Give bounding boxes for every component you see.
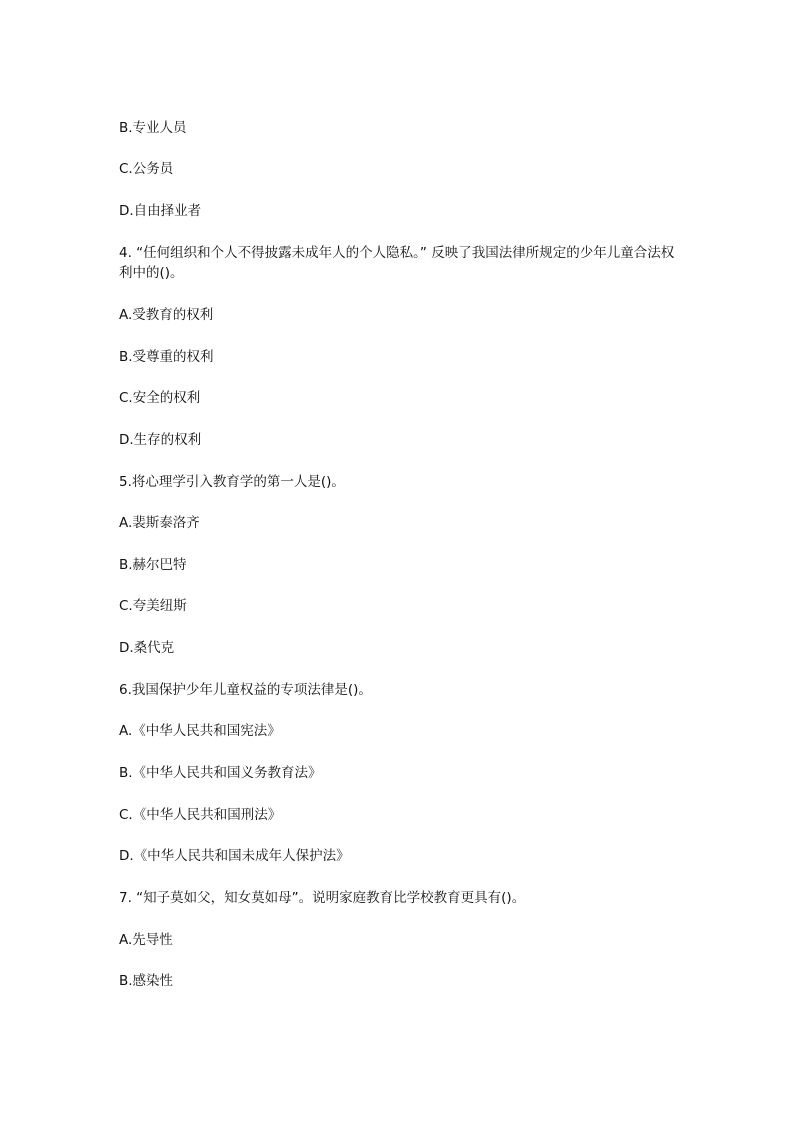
- question-5: 5.将心理学引入教育学的第一人是()。: [119, 474, 345, 490]
- question-4: 4. “任何组织和个人不得披露未成年人的个人隐私。” 反映了我国法律所规定的少年儿童合法权利中的()。: [119, 245, 675, 281]
- question-7: 7. “知子莫如父，知女莫如母”。说明家庭教育比学校教育更具有()。: [119, 890, 526, 906]
- option-5a: A.裴斯泰洛齐: [119, 515, 200, 531]
- option-6b: B.《中华人民共和国义务教育法》: [119, 765, 322, 781]
- option-6c: C.《中华人民共和国刑法》: [119, 807, 282, 823]
- option-5d: D.桑代克: [119, 640, 175, 656]
- option-3b: B.专业人员: [119, 120, 187, 136]
- option-5b: B.赫尔巴特: [119, 557, 187, 573]
- option-4b: B.受尊重的权利: [119, 349, 214, 365]
- option-3c: C.公务员: [119, 161, 174, 177]
- question-6: 6.我国保护少年儿童权益的专项法律是()。: [119, 682, 372, 698]
- option-7b: B.感染性: [119, 973, 174, 989]
- option-4c: C.安全的权利: [119, 390, 201, 406]
- option-7a: A.先导性: [119, 932, 173, 948]
- option-6d: D.《中华人民共和国未成年人保护法》: [119, 848, 350, 864]
- option-4d: D.生存的权利: [119, 432, 202, 448]
- option-5c: C.夸美纽斯: [119, 598, 187, 614]
- option-6a: A.《中华人民共和国宪法》: [119, 723, 281, 739]
- option-4a: A.受教育的权利: [119, 307, 214, 323]
- option-3d: D.自由择业者: [119, 203, 202, 219]
